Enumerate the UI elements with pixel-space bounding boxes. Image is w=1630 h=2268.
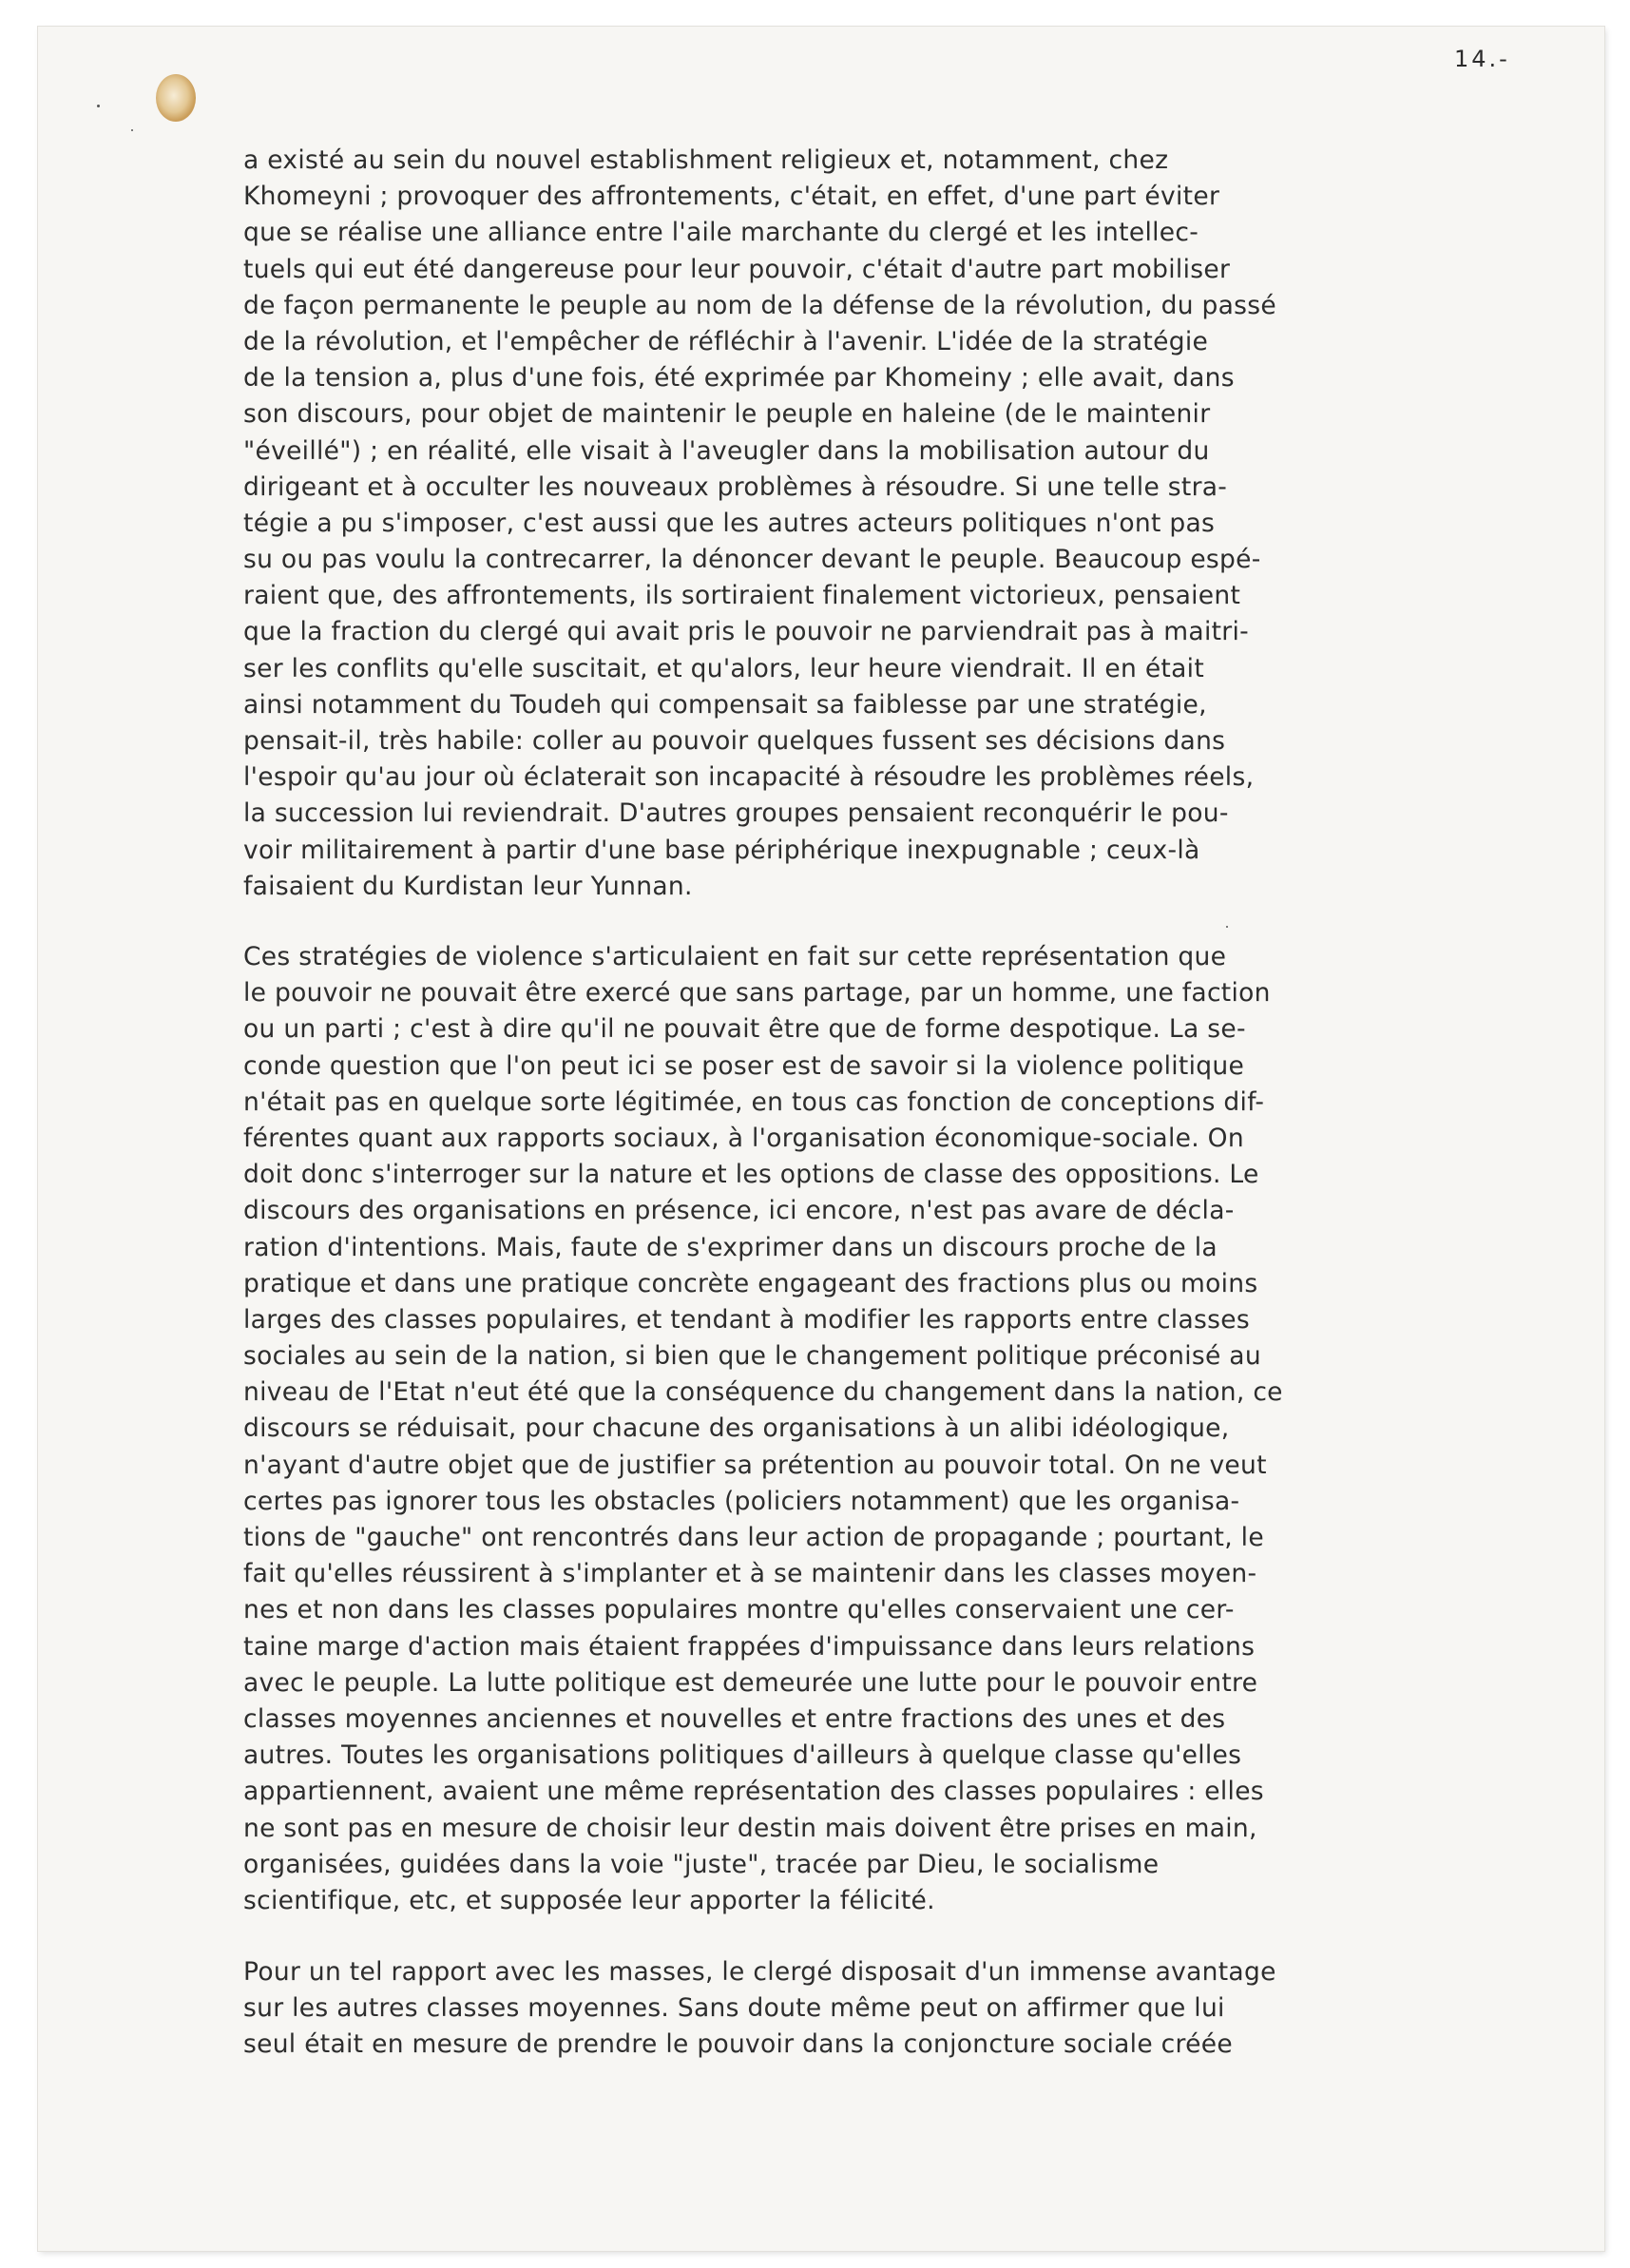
text-line: niveau de l'Etat n'eut été que la conséquence du changement dans la nation, ce (243, 1377, 1283, 1408)
text-line: férentes quant aux rapports sociaux, à l'organisation économique-sociale. On (243, 1123, 1244, 1153)
text-line: appartiennent, avaient une même représentation des classes populaires : elles (243, 1777, 1264, 1807)
text-line: n'ayant d'autre objet que de justifier sa prétention au pouvoir total. On ne veut (243, 1450, 1267, 1480)
text-line: que la fraction du clergé qui avait pris le pouvoir ne parviendrait pas à maitri- (243, 617, 1250, 647)
text-line: certes pas ignorer tous les obstacles (policiers notamment) que les organisa- (243, 1486, 1240, 1516)
ink-speck (97, 105, 100, 107)
text-line: ne sont pas en mesure de choisir leur destin mais doivent être prises en main, (243, 1813, 1257, 1843)
ink-speck (1226, 926, 1228, 928)
text-line: la succession lui reviendrait. D'autres groupes pensaient reconquérir le pou- (243, 798, 1229, 829)
text-line: avec le peuple. La lutte politique est demeurée une lutte pour le pouvoir entre (243, 1667, 1258, 1698)
text-line: larges des classes populaires, et tendant à modifier les rapports entre classes (243, 1304, 1250, 1335)
text-line: pensait-il, très habile: coller au pouvoir quelques fussent ses décisions dans (243, 726, 1226, 756)
page-number: 14.- (1454, 46, 1510, 72)
text-line: seul était en mesure de prendre le pouvoir dans la conjoncture sociale créée (243, 2029, 1233, 2060)
text-line: doit donc s'interroger sur la nature et les options de classe des oppositions. Le (243, 1160, 1259, 1190)
text-line: n'était pas en quelque sorte légitimée, en tous cas fonction de conceptions dif- (243, 1086, 1265, 1117)
text-line: discours des organisations en présence, ici encore, n'est pas avare de décla- (243, 1196, 1235, 1226)
text-line: que se réalise une alliance entre l'aile marchante du clergé et les intellec- (243, 218, 1199, 248)
text-line: de la révolution, et l'empêcher de réfléchir à l'avenir. L'idée de la stratégie (243, 326, 1209, 356)
text-line: Ces stratégies de violence s'articulaient en fait sur cette représentation que (243, 942, 1227, 971)
text-line: discours se réduisait, pour chacune des organisations à un alibi idéologique, (243, 1413, 1230, 1444)
text-line: conde question que l'on peut ici se poser est de savoir si la violence politique (243, 1050, 1245, 1081)
rust-stain (156, 74, 196, 122)
paragraph-1 (243, 143, 1564, 905)
text-line: faisaient du Kurdistan leur Yunnan. (243, 871, 693, 901)
text-line: dirigeant et à occulter les nouveaux problèmes à résoudre. Si une telle stra- (243, 471, 1228, 502)
text-line: ou un parti ; c'est à dire qu'il ne pouvait être que de forme despotique. La se- (243, 1014, 1246, 1045)
text-line: scientifique, etc, et supposée leur apporter la félicité. (243, 1885, 935, 1915)
paragraph-3 (243, 1954, 1564, 2064)
text-line: raient que, des affrontements, ils sortiraient finalement victorieux, pensaient (243, 581, 1241, 611)
text-line: Khomeyni ; provoquer des affrontements, c'était, en effet, d'une part éviter (243, 182, 1220, 212)
text-line: de façon permanente le peuple au nom de la défense de la révolution, du passé (243, 290, 1276, 320)
text-line: fait qu'elles réussirent à s'implanter et à se maintenir dans les classes moyen- (243, 1559, 1257, 1589)
text-line: ration d'intentions. Mais, faute de s'exprimer dans un discours proche de la (243, 1232, 1218, 1262)
text-line: voir militairement à partir d'une base périphérique inexpugnable ; ceux-là (243, 835, 1200, 865)
text-line: le pouvoir ne pouvait être exercé que sans partage, par un homme, une faction (243, 978, 1271, 1009)
text-line: taine marge d'action mais étaient frappées d'impuissance dans leurs relations (243, 1631, 1256, 1662)
text-line: tuels qui eut été dangereuse pour leur pouvoir, c'était d'autre part mobiliser (243, 254, 1231, 284)
text-line: pratique et dans une pratique concrète engageant des fractions plus ou moins (243, 1268, 1258, 1298)
text-line: "éveillé") ; en réalité, elle visait à l'aveugler dans la mobilisation autour du (243, 435, 1210, 466)
text-line: su ou pas voulu la contrecarrer, la dénoncer devant le peuple. Beaucoup espé- (243, 545, 1261, 575)
text-line: tions de "gauche" ont rencontrés dans leur action de propagande ; pourtant, le (243, 1523, 1264, 1552)
text-line: sur les autres classes moyennes. Sans doute même peut on affirmer que lui (243, 1993, 1225, 2024)
text-line: classes moyennes anciennes et nouvelles et entre fractions des unes et des (243, 1703, 1226, 1734)
text-line: ser les conflits qu'elle suscitait, et qu'alors, leur heure viendrait. Il en était (243, 653, 1205, 683)
text-line: autres. Toutes les organisations politiques d'ailleurs à quelque classe qu'elles (243, 1740, 1242, 1771)
text-line: Pour un tel rapport avec les masses, le clergé disposait d'un immense avantage (243, 1957, 1276, 1987)
text-line: nes et non dans les classes populaires montre qu'elles conservaient une cer- (243, 1595, 1235, 1625)
paragraph-2 (243, 939, 1564, 1919)
text-line: ainsi notamment du Toudeh qui compensait sa faiblesse par une stratégie, (243, 689, 1207, 720)
ink-speck (131, 129, 133, 131)
text-line: organisées, guidées dans la voie "juste", tracée par Dieu, le socialisme (243, 1849, 1160, 1879)
text-line: son discours, pour objet de maintenir le peuple en haleine (de le maintenir (243, 399, 1211, 430)
text-line: tégie a pu s'imposer, c'est aussi que les autres acteurs politiques n'ont pas (243, 508, 1216, 538)
text-line: de la tension a, plus d'une fois, été exprimée par Khomeiny ; elle avait, dans (243, 363, 1235, 394)
text-line: sociales au sein de la nation, si bien que le changement politique préconisé au (243, 1341, 1261, 1372)
text-line: a existé au sein du nouvel establishment religieux et, notamment, chez (243, 145, 1169, 175)
text-line: l'espoir qu'au jour où éclaterait son incapacité à résoudre les problèmes réels, (243, 762, 1255, 793)
